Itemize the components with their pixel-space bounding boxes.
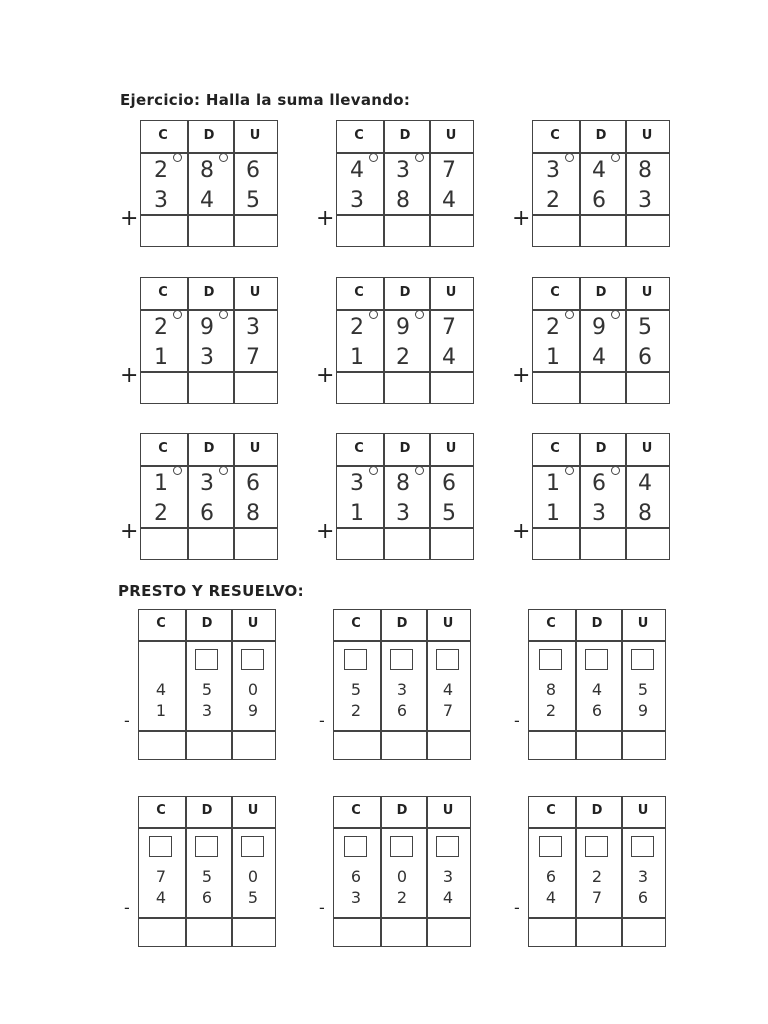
- plus-sign: +: [120, 363, 139, 388]
- addend-bottom-digit: 3: [592, 501, 606, 526]
- addend-top-digit: 3: [350, 471, 364, 496]
- column-header: D: [595, 441, 607, 456]
- column-header: D: [399, 128, 411, 143]
- subtrahend-digit: 6: [591, 701, 603, 720]
- borrow-box: [539, 836, 562, 857]
- addend-bottom-digit: 2: [546, 188, 560, 213]
- column-header: U: [641, 285, 653, 300]
- plus-sign: +: [512, 363, 531, 388]
- addend-top-digit: 1: [546, 471, 560, 496]
- column-header: C: [550, 441, 560, 456]
- column-header: U: [641, 441, 653, 456]
- borrow-box: [436, 649, 459, 670]
- row-divider: [529, 827, 665, 829]
- minuend-digit: 0: [247, 867, 259, 886]
- row-divider: [533, 214, 669, 216]
- addend-top-digit: 3: [546, 158, 560, 183]
- column-header: C: [550, 285, 560, 300]
- minuend-digit: 5: [637, 680, 649, 699]
- column-header: U: [249, 441, 261, 456]
- row-divider: [529, 730, 665, 732]
- column-header: C: [156, 616, 166, 631]
- addend-top-digit: 9: [396, 315, 410, 340]
- column-header: D: [203, 285, 215, 300]
- carry-circle: [415, 466, 424, 475]
- addend-top-digit: 5: [638, 315, 652, 340]
- addend-top-digit: 8: [396, 471, 410, 496]
- column-header: C: [158, 285, 168, 300]
- row-divider: [529, 917, 665, 919]
- minuend-digit: 8: [545, 680, 557, 699]
- addend-bottom-digit: 7: [246, 345, 260, 370]
- row-divider: [139, 917, 275, 919]
- addend-top-digit: 7: [442, 315, 456, 340]
- addend-bottom-digit: 6: [638, 345, 652, 370]
- addition-title: Ejercicio: Halla la suma llevando:: [120, 91, 411, 109]
- column-header: U: [637, 803, 649, 818]
- addend-top-digit: 8: [638, 158, 652, 183]
- addend-bottom-digit: 6: [200, 501, 214, 526]
- column-header: C: [354, 285, 364, 300]
- carry-circle: [173, 153, 182, 162]
- subtrahend-digit: 4: [442, 888, 454, 907]
- carry-circle: [219, 466, 228, 475]
- subtrahend-digit: 5: [247, 888, 259, 907]
- subtrahend-digit: 9: [247, 701, 259, 720]
- row-divider: [334, 640, 470, 642]
- addend-bottom-digit: 3: [350, 188, 364, 213]
- addend-top-digit: 6: [592, 471, 606, 496]
- addend-bottom-digit: 1: [546, 345, 560, 370]
- plus-sign: +: [120, 206, 139, 231]
- subtrahend-digit: 6: [201, 888, 213, 907]
- addend-bottom-digit: 6: [592, 188, 606, 213]
- minuend-digit: 3: [442, 867, 454, 886]
- addend-bottom-digit: 4: [442, 345, 456, 370]
- borrow-box: [344, 649, 367, 670]
- row-divider: [139, 827, 275, 829]
- borrow-box: [631, 836, 654, 857]
- minuend-digit: 3: [396, 680, 408, 699]
- subtrahend-digit: 4: [545, 888, 557, 907]
- row-divider: [337, 371, 473, 373]
- column-header: D: [201, 803, 213, 818]
- column-header: D: [396, 803, 408, 818]
- column-header: C: [550, 128, 560, 143]
- row-divider: [337, 152, 473, 154]
- column-header: U: [442, 803, 454, 818]
- column-header: U: [641, 128, 653, 143]
- column-header: U: [249, 128, 261, 143]
- subtrahend-digit: 7: [442, 701, 454, 720]
- subtrahend-digit: 7: [591, 888, 603, 907]
- addend-top-digit: 4: [592, 158, 606, 183]
- carry-circle: [611, 153, 620, 162]
- minus-sign: -: [514, 898, 520, 917]
- addend-bottom-digit: 1: [350, 345, 364, 370]
- carry-circle: [565, 466, 574, 475]
- minuend-digit: 5: [350, 680, 362, 699]
- borrow-box: [195, 836, 218, 857]
- addend-bottom-digit: 8: [396, 188, 410, 213]
- subtrahend-digit: 9: [637, 701, 649, 720]
- column-header: U: [442, 616, 454, 631]
- plus-sign: +: [316, 206, 335, 231]
- column-header: D: [399, 285, 411, 300]
- minuend-digit: 5: [201, 680, 213, 699]
- addend-top-digit: 6: [442, 471, 456, 496]
- plus-sign: +: [316, 519, 335, 544]
- addend-top-digit: 2: [154, 158, 168, 183]
- row-divider: [533, 465, 669, 467]
- addend-top-digit: 7: [442, 158, 456, 183]
- row-divider: [139, 640, 275, 642]
- addend-top-digit: 4: [638, 471, 652, 496]
- column-header: C: [546, 803, 556, 818]
- column-header: C: [351, 803, 361, 818]
- column-header: C: [354, 128, 364, 143]
- addend-top-digit: 6: [246, 158, 260, 183]
- column-header: D: [591, 616, 603, 631]
- row-divider: [337, 527, 473, 529]
- addend-bottom-digit: 3: [638, 188, 652, 213]
- row-divider: [334, 827, 470, 829]
- column-header: C: [156, 803, 166, 818]
- row-divider: [533, 371, 669, 373]
- borrow-box: [436, 836, 459, 857]
- carry-circle: [369, 153, 378, 162]
- row-divider: [337, 309, 473, 311]
- row-divider: [533, 152, 669, 154]
- minuend-digit: 7: [155, 867, 167, 886]
- column-header: C: [158, 128, 168, 143]
- minus-sign: -: [124, 711, 130, 730]
- subtrahend-digit: 3: [350, 888, 362, 907]
- minuend-digit: 4: [442, 680, 454, 699]
- subtrahend-digit: 2: [396, 888, 408, 907]
- carry-circle: [611, 310, 620, 319]
- minuend-digit: 0: [247, 680, 259, 699]
- subtrahend-digit: 4: [155, 888, 167, 907]
- borrow-box: [539, 649, 562, 670]
- borrow-box: [631, 649, 654, 670]
- subtrahend-digit: 6: [637, 888, 649, 907]
- minus-sign: -: [514, 711, 520, 730]
- column-header: U: [445, 285, 457, 300]
- carry-circle: [219, 153, 228, 162]
- subtrahend-digit: 1: [155, 701, 167, 720]
- plus-sign: +: [512, 519, 531, 544]
- addend-top-digit: 2: [546, 315, 560, 340]
- minuend-digit: 2: [591, 867, 603, 886]
- column-header: D: [595, 128, 607, 143]
- addend-bottom-digit: 8: [638, 501, 652, 526]
- addend-top-digit: 1: [154, 471, 168, 496]
- addend-bottom-digit: 1: [350, 501, 364, 526]
- addend-bottom-digit: 3: [396, 501, 410, 526]
- addend-top-digit: 9: [592, 315, 606, 340]
- addend-top-digit: 3: [246, 315, 260, 340]
- minus-sign: -: [319, 898, 325, 917]
- row-divider: [141, 214, 277, 216]
- borrow-box: [241, 836, 264, 857]
- addend-bottom-digit: 3: [154, 188, 168, 213]
- addend-bottom-digit: 1: [546, 501, 560, 526]
- addend-top-digit: 3: [200, 471, 214, 496]
- column-header: U: [247, 803, 259, 818]
- subtrahend-digit: 6: [396, 701, 408, 720]
- addend-top-digit: 9: [200, 315, 214, 340]
- borrow-box: [241, 649, 264, 670]
- addend-bottom-digit: 5: [442, 501, 456, 526]
- addend-bottom-digit: 4: [200, 188, 214, 213]
- carry-circle: [565, 310, 574, 319]
- borrow-box: [195, 649, 218, 670]
- borrow-box: [149, 836, 172, 857]
- minuend-digit: 3: [637, 867, 649, 886]
- addend-top-digit: 3: [396, 158, 410, 183]
- addend-bottom-digit: 2: [396, 345, 410, 370]
- column-header: U: [445, 441, 457, 456]
- column-header: D: [203, 441, 215, 456]
- borrow-box: [390, 836, 413, 857]
- column-header: C: [158, 441, 168, 456]
- row-divider: [141, 152, 277, 154]
- addend-top-digit: 8: [200, 158, 214, 183]
- addend-top-digit: 4: [350, 158, 364, 183]
- addend-bottom-digit: 4: [592, 345, 606, 370]
- carry-circle: [565, 153, 574, 162]
- row-divider: [337, 465, 473, 467]
- addend-top-digit: 6: [246, 471, 260, 496]
- row-divider: [141, 371, 277, 373]
- minuend-digit: 6: [350, 867, 362, 886]
- minuend-digit: 4: [591, 680, 603, 699]
- carry-circle: [415, 310, 424, 319]
- column-header: D: [591, 803, 603, 818]
- row-divider: [529, 640, 665, 642]
- column-header: D: [203, 128, 215, 143]
- addend-bottom-digit: 3: [200, 345, 214, 370]
- column-header: D: [399, 441, 411, 456]
- row-divider: [334, 917, 470, 919]
- row-divider: [141, 527, 277, 529]
- carry-circle: [173, 310, 182, 319]
- subtrahend-digit: 3: [201, 701, 213, 720]
- carry-circle: [369, 310, 378, 319]
- minuend-digit: 4: [155, 680, 167, 699]
- column-header: D: [201, 616, 213, 631]
- carry-circle: [173, 466, 182, 475]
- column-header: U: [247, 616, 259, 631]
- plus-sign: +: [120, 519, 139, 544]
- minuend-digit: 5: [201, 867, 213, 886]
- row-divider: [533, 309, 669, 311]
- plus-sign: +: [316, 363, 335, 388]
- borrow-box: [585, 649, 608, 670]
- row-divider: [533, 527, 669, 529]
- row-divider: [139, 730, 275, 732]
- minus-sign: -: [319, 711, 325, 730]
- row-divider: [141, 309, 277, 311]
- plus-sign: +: [512, 206, 531, 231]
- row-divider: [334, 730, 470, 732]
- column-header: C: [351, 616, 361, 631]
- column-header: U: [637, 616, 649, 631]
- addend-bottom-digit: 8: [246, 501, 260, 526]
- addend-bottom-digit: 4: [442, 188, 456, 213]
- subtrahend-digit: 2: [350, 701, 362, 720]
- carry-circle: [415, 153, 424, 162]
- carry-circle: [219, 310, 228, 319]
- addend-top-digit: 2: [350, 315, 364, 340]
- minuend-digit: 6: [545, 867, 557, 886]
- carry-circle: [611, 466, 620, 475]
- addend-top-digit: 2: [154, 315, 168, 340]
- addend-bottom-digit: 1: [154, 345, 168, 370]
- column-header: D: [396, 616, 408, 631]
- minuend-digit: 0: [396, 867, 408, 886]
- addend-bottom-digit: 5: [246, 188, 260, 213]
- column-header: U: [445, 128, 457, 143]
- borrow-box: [585, 836, 608, 857]
- carry-circle: [369, 466, 378, 475]
- column-header: C: [546, 616, 556, 631]
- subtrahend-digit: 2: [545, 701, 557, 720]
- addend-bottom-digit: 2: [154, 501, 168, 526]
- column-header: C: [354, 441, 364, 456]
- borrow-box: [390, 649, 413, 670]
- column-header: D: [595, 285, 607, 300]
- subtraction-title: PRESTO Y RESUELVO:: [118, 582, 304, 600]
- borrow-box: [344, 836, 367, 857]
- row-divider: [141, 465, 277, 467]
- minus-sign: -: [124, 898, 130, 917]
- row-divider: [337, 214, 473, 216]
- column-header: U: [249, 285, 261, 300]
